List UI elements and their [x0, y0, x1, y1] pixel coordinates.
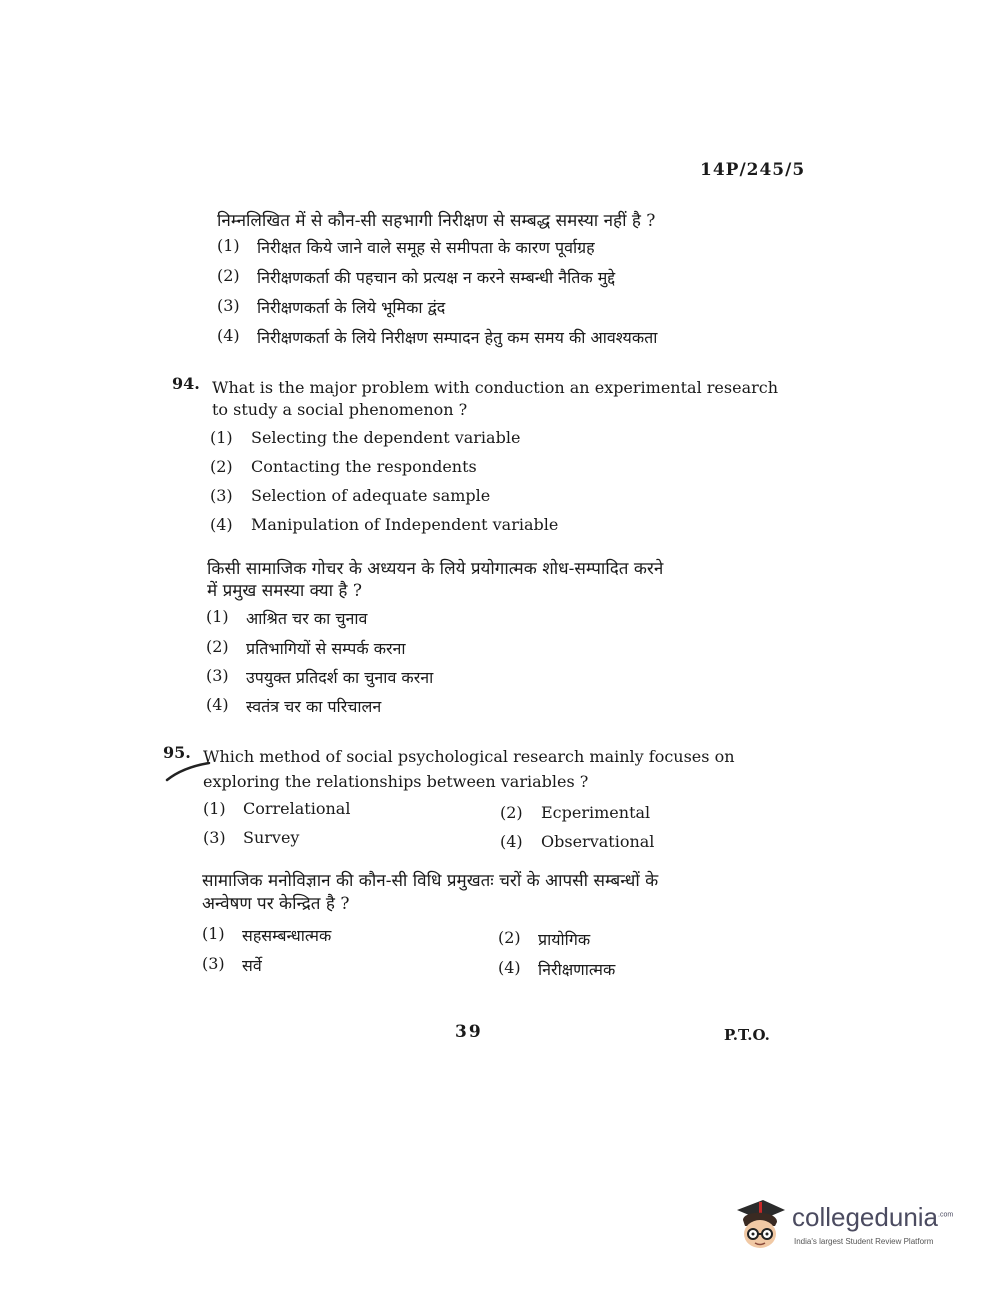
- option-text: Manipulation of Independent variable: [251, 515, 559, 534]
- question-text: निम्नलिखित में से कौन-सी सहभागी निरीक्षण से सम्बद्ध समस्या नहीं है ?: [217, 211, 656, 231]
- page-number: 39: [455, 1022, 483, 1042]
- option-number: (1): [203, 799, 226, 818]
- question-text: What is the major problem with conduction an experimental research: [212, 378, 779, 397]
- option-text: उपयुक्त प्रतिदर्श का चुनाव करना: [246, 668, 434, 687]
- question-text-hindi: किसी सामाजिक गोचर के अध्ययन के लिये प्रयोगात्मक शोध-सम्पादित करने: [207, 559, 664, 579]
- option-text: निरीक्षणकर्ता की पहचान को प्रत्यक्ष न करने सम्बन्धी नैतिक मुद्दे: [257, 268, 616, 287]
- option-text: प्रायोगिक: [538, 930, 591, 949]
- option-text: प्रतिभागियों से सम्पर्क करना: [246, 639, 406, 658]
- question-text-hindi: सामाजिक मनोविज्ञान की कौन-सी विधि प्रमुखतः चरों के आपसी सम्बन्धों के: [202, 871, 659, 891]
- option-text: निरीक्षत किये जाने वाले समूह से समीपता के कारण पूर्वाग्रह: [257, 238, 595, 257]
- option-number: (4): [498, 958, 521, 977]
- question-text: exploring the relationships between variables ?: [203, 772, 589, 791]
- option-text: Correlational: [243, 799, 351, 818]
- option-number: (2): [217, 266, 240, 285]
- option-number: (2): [500, 803, 523, 822]
- option-text: स्वतंत्र चर का परिचालन: [246, 697, 382, 716]
- option-number: (1): [217, 236, 240, 255]
- question-text-hindi: अन्वेषण पर केन्द्रित है ?: [202, 894, 350, 914]
- option-text: निरीक्षणकर्ता के लिये निरीक्षण सम्पादन हेतु कम समय की आवश्यकता: [257, 328, 658, 347]
- option-number: (4): [206, 695, 229, 714]
- student-mascot-icon: [733, 1196, 789, 1256]
- question-number: 95.: [163, 743, 191, 762]
- option-text: निरीक्षणकर्ता के लिये भूमिका द्वंद: [257, 298, 446, 317]
- question-text: to study a social phenomenon ?: [212, 400, 468, 419]
- paper-code: 14P/245/5: [700, 160, 806, 180]
- option-number: (1): [206, 607, 229, 626]
- option-number: (3): [217, 296, 240, 315]
- option-text: Ecperimental: [541, 803, 651, 822]
- option-number: (2): [210, 457, 233, 476]
- option-number: (4): [500, 832, 523, 851]
- option-number: (1): [202, 924, 225, 943]
- option-text: Survey: [243, 828, 300, 847]
- option-text: Contacting the respondents: [251, 457, 477, 476]
- option-text: आश्रित चर का चुनाव: [246, 609, 368, 628]
- option-number: (2): [498, 928, 521, 947]
- logo-wordmark: [792, 1202, 953, 1233]
- option-number: (3): [203, 828, 226, 847]
- question-number: 94.: [172, 374, 200, 393]
- pto-label: P.T.O.: [724, 1026, 770, 1044]
- logo-tagline: India's largest Student Review Platform: [794, 1237, 934, 1246]
- option-number: (4): [217, 326, 240, 345]
- option-text: सहसम्बन्धात्मक: [242, 926, 332, 945]
- option-number: (3): [210, 486, 233, 505]
- option-text: Selecting the dependent variable: [251, 428, 521, 447]
- option-number: (1): [210, 428, 233, 447]
- option-number: (3): [202, 954, 225, 973]
- logo-brand: collegedunia: [792, 1202, 939, 1232]
- option-number: (4): [210, 515, 233, 534]
- option-text: Observational: [541, 832, 655, 851]
- collegedunia-logo: [733, 1196, 963, 1258]
- question-text: Which method of social psychological research mainly focuses on: [203, 747, 735, 766]
- option-text: Selection of adequate sample: [251, 486, 491, 505]
- option-number: (2): [206, 637, 229, 656]
- option-text: सर्वे: [242, 956, 262, 975]
- option-number: (3): [206, 666, 229, 685]
- logo-suffix: .com: [938, 1211, 954, 1219]
- question-text-hindi: में प्रमुख समस्या क्या है ?: [207, 581, 362, 601]
- option-text: निरीक्षणात्मक: [538, 960, 616, 979]
